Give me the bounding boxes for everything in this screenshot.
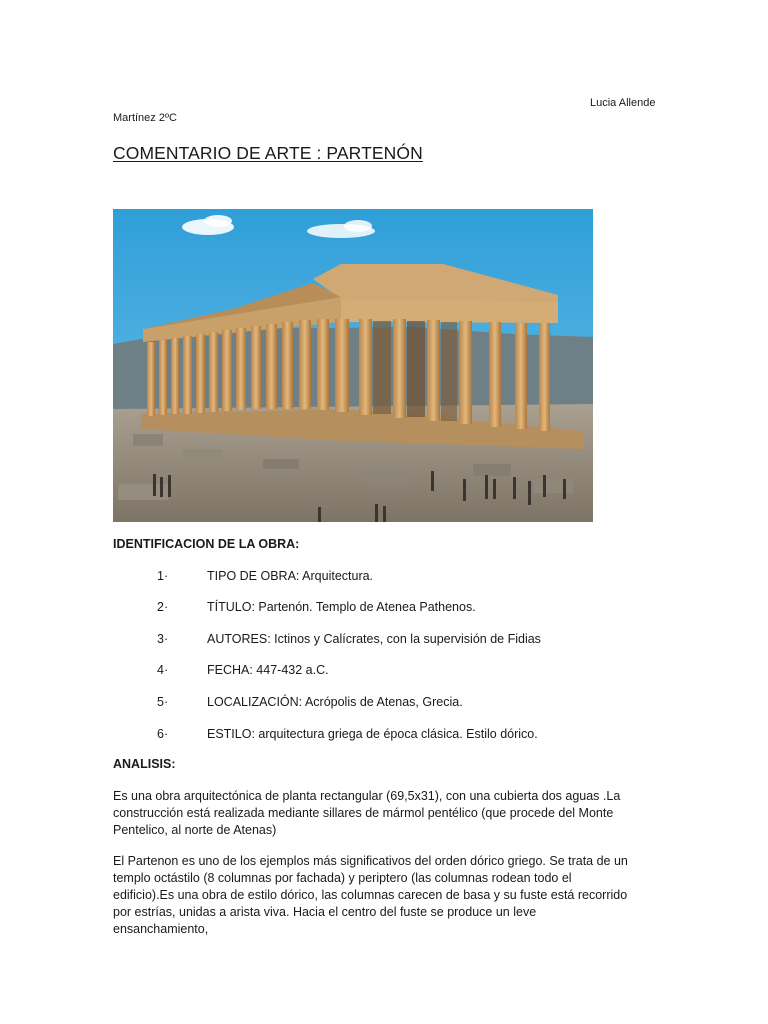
author-first-name: Lucia Allende (590, 97, 656, 109)
item-text: LOCALIZACIÓN: Acrópolis de Atenas, Grecia. (207, 695, 463, 709)
analisis-paragraph-1: Es una obra arquitectónica de planta rectangular (69,5x31), con una cubierta dos aguas .La construcción está realizada mediante sillares de mármol pentélico (que procede del Monte Pentelico, al norte de Atenas) (113, 789, 621, 837)
item-text: AUTORES: Ictinos y Calícrates, con la supervisión de Fidias (207, 632, 541, 646)
item-text: FECHA: 447-432 a.C. (207, 663, 329, 677)
analisis-paragraph-2: El Partenon es uno de los ejemplos más significativos del orden dórico griego. Se trata de un templo octástilo (8 columnas por fachada) y periptero (las columnas rodean todo el edificio).Es una obra de estilo dórico, las columnas carecen de basa y su fuste está recorrido por estrías, unidas a arista viva. Hacia el centro del fuste se produce un leve ensanchamiento, (113, 854, 628, 936)
item-text: ESTILO: arquitectura griega de época clásica. Estilo dórico. (207, 727, 538, 741)
item-text: TÍTULO: Partenón. Templo de Atenea Pathenos. (207, 600, 476, 614)
item-text: TIPO DE OBRA: Arquitectura. (207, 569, 374, 583)
analisis-heading: ANALISIS: (113, 757, 176, 771)
author-last-name: Martínez 2ºC (113, 112, 177, 124)
item-number: 5· (157, 695, 169, 709)
item-number: 4· (157, 663, 169, 677)
parthenon-photo (113, 209, 593, 522)
identificacion-heading: IDENTIFICACION DE LA OBRA: (113, 537, 300, 551)
item-number: 3· (157, 632, 169, 646)
item-number: 1· (157, 569, 169, 583)
item-number: 6· (157, 727, 169, 741)
item-number: 2· (157, 600, 169, 614)
document-title: COMENTARIO DE ARTE : PARTENÓN (113, 143, 423, 163)
